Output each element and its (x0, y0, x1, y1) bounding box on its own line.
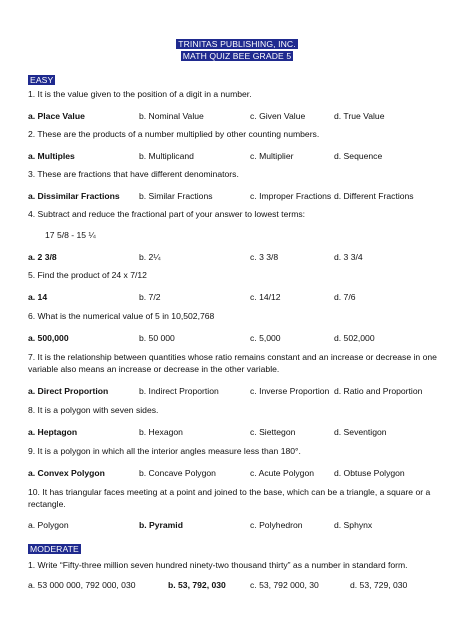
option-d: d. Obtuse Polygon (334, 468, 405, 478)
option-a: a. Multiples (28, 151, 75, 161)
option-c: c. 14/12 (250, 292, 281, 302)
option-d: d. 502,000 (334, 333, 375, 343)
question-6: 6. What is the numerical value of 5 in 10,502,768 (28, 311, 215, 321)
question-9: 9. It is a polygon in which all the interior angles measure less than 180°. (28, 446, 301, 456)
section-label-easy: EASY (30, 75, 54, 85)
question-5: 5. Find the product of 24 x 7/12 (28, 270, 147, 280)
option-a: a. 53 000 000, 792 000, 030 (28, 580, 136, 590)
option-d: d. 53, 729, 030 (350, 580, 408, 590)
question-3: 3. These are fractions that have different denominators. (28, 169, 239, 179)
moderate-question-1: 1. Write “Fifty-three million seven hundred ninety-two thousand thirty” as a number in standard form. (28, 560, 408, 570)
question-10: 10. It has triangular faces meeting at a point and joined to the base, which can be a triangle, a square or a rectangle. (28, 487, 431, 509)
option-b: b. Similar Fractions (139, 191, 213, 201)
option-b: b. Multiplicand (139, 151, 194, 161)
option-a: a. 14 (28, 292, 48, 302)
question-1: 1. It is the value given to the position of a digit in a number. (28, 89, 252, 99)
question-8: 8. It is a polygon with seven sides. (28, 405, 159, 415)
section-moderate (28, 539, 81, 557)
option-d: d. Different Fractions (334, 191, 414, 201)
option-c: c. 5,000 (250, 333, 281, 343)
option-b: b. Indirect Proportion (139, 386, 219, 396)
quiz-title: MATH QUIZ BEE GRADE 5 (182, 51, 292, 61)
option-c: c. 53, 792 000, 30 (250, 580, 319, 590)
option-d: d. True Value (334, 111, 385, 121)
section-label-moderate: MODERATE (30, 544, 79, 554)
option-a: a. 500,000 (28, 333, 69, 343)
option-c: c. Acute Polygon (250, 468, 315, 478)
option-d: d. 3 3/4 (334, 252, 363, 262)
option-c: c. Inverse Proportion (250, 386, 330, 396)
option-c: c. 3 3/8 (250, 252, 279, 262)
option-d: d. 7/6 (334, 292, 356, 302)
option-d: d. Sequence (334, 151, 383, 161)
option-c: c. Given Value (250, 111, 306, 121)
option-a: a. 2 3/8 (28, 252, 57, 262)
option-d: d. Sphynx (334, 520, 373, 530)
option-b: b. Pyramid (139, 520, 183, 530)
option-b: b. 2¼ (139, 252, 161, 262)
header-row-2 (0, 46, 474, 64)
option-c: c. Improper Fractions (250, 191, 332, 201)
question-7: 7. It is the relationship between quantities whose ratio remains constant and an increase or decrease in one variable also means an increase or decrease in the other variable. (28, 352, 437, 374)
question-2: 2. These are the products of a number multiplied by other counting numbers. (28, 129, 320, 139)
option-b: b. 7/2 (139, 292, 161, 302)
option-b: b. Concave Polygon (139, 468, 216, 478)
option-a: a. Polygon (28, 520, 69, 530)
option-c: c. Siettegon (250, 427, 296, 437)
option-c: c. Polyhedron (250, 520, 303, 530)
option-b: b. 53, 792, 030 (168, 580, 226, 590)
section-easy (28, 70, 55, 88)
option-a: a. Dissimilar Fractions (28, 191, 120, 201)
option-b: b. 50 000 (139, 333, 175, 343)
question-4-expression: 17 5/8 - 15 ¼ (45, 230, 96, 240)
option-b: b. Nominal Value (139, 111, 204, 121)
option-a: a. Convex Polygon (28, 468, 105, 478)
publisher-title: TRINITAS PUBLISHING, INC. (178, 39, 296, 49)
option-a: a. Heptagon (28, 427, 78, 437)
option-d: d. Ratio and Proportion (334, 386, 423, 396)
option-c: c. Multiplier (250, 151, 294, 161)
option-a: a. Direct Proportion (28, 386, 109, 396)
question-4: 4. Subtract and reduce the fractional part of your answer to lowest terms: (28, 209, 306, 219)
option-d: d. Seventigon (334, 427, 387, 437)
option-a: a. Place Value (28, 111, 85, 121)
option-b: b. Hexagon (139, 427, 183, 437)
